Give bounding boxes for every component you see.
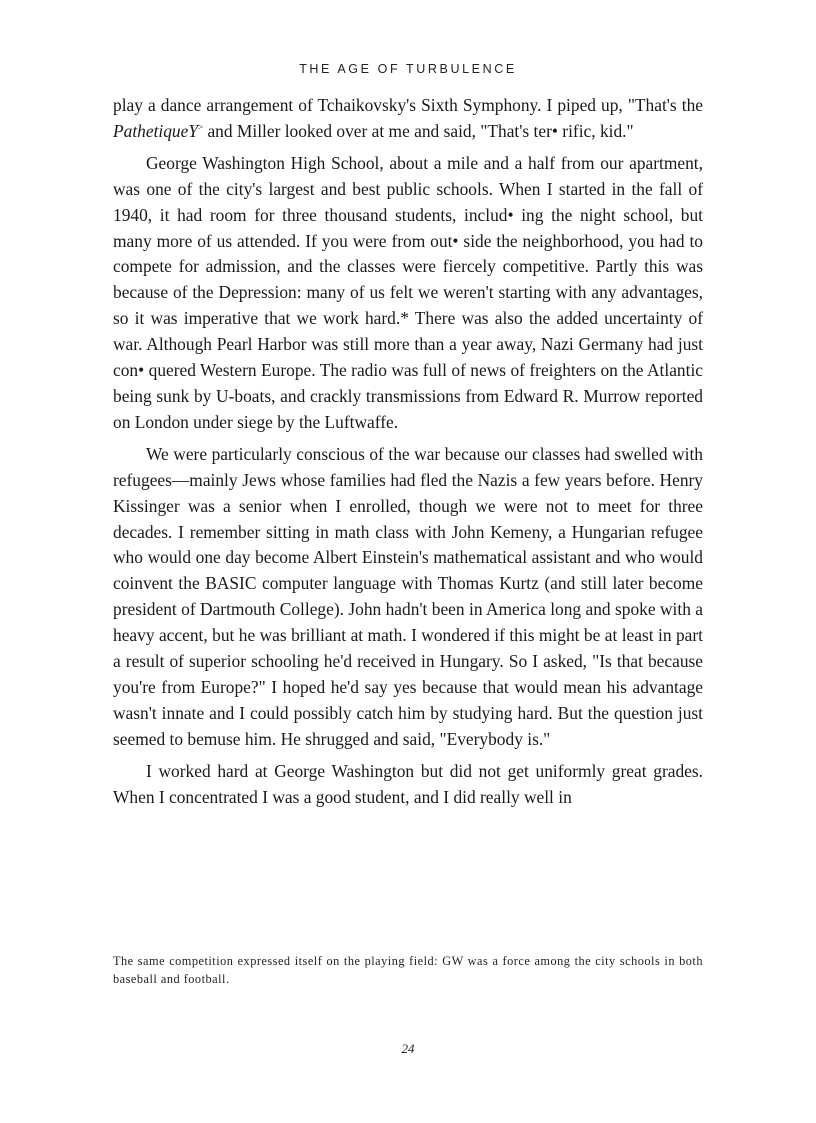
paragraph-3: We were particularly conscious of the war because our classes had swelled with refugees—mainly Jews whose families had fled the Nazis a few years before. Henry Kissinger was a senior when I enrolled, though we were not to meet for three decades. I remember sitting in math class with John Kemeny, a Hungarian refugee who would one day become Albert Einstein's mathematical assistant and who would coinvent the BASIC computer language with Thomas Kurtz (and still later become president of Dartmouth College). John hadn't been in America long and spoke with a heavy accent, but he was brilliant at math. I wondered if this might be at least in part a result of superior schooling he'd received in Hungary. So I asked, "Is that because you're from Europe?" I hoped he'd say yes because that would mean his advantage wasn't innate and I could possibly catch him by studying hard. But the question just seemed to bemuse him. He shrugged and said, "Everybody is.": [113, 443, 703, 749]
body-text: [113, 93, 703, 810]
paragraph-2: George Washington High School, about a mile and a half from our apartment, was one of the city's largest and best public schools. When I started in the fall of 1940, it had room for three thousand students, includ• ing the night school, but many more of us attended. If you were from out• side the neighborhood, you had to compete for admission, and the classes were fiercely competitive. Partly this was because of the Depression: many of us felt we weren't starting with any advantages, so it was imperative that we work hard.* There was also the added uncertainty of war. Although Pearl Harbor was still more than a year away, Nazi Germany had just con• quered Western Europe. The radio was full of news of freighters on the Atlantic being sunk by U-boats, and crackly transmissions from Edward R. Murrow reported on London under siege by the Luftwaffe.: [113, 152, 703, 432]
page-number: 24: [401, 1041, 415, 1056]
paragraph-1-end: and Miller looked over at me and said, "That's ter• rific, kid.": [203, 120, 634, 141]
running-head: THE AGE OF TURBULENCE: [299, 62, 517, 76]
footnote-marker: >: [198, 121, 204, 132]
paragraph-4: I worked hard at George Washington but did not get uniformly great grades. When I concentrated I was a good student, and I did really well in: [113, 760, 703, 807]
footnote: The same competition expressed itself on the playing field: GW was a force among the city schools in both baseball and football.: [113, 954, 703, 987]
paragraph-1-start: play a dance arrangement of Tchaikovsky's Sixth Symphony. I piped up, "That's the: [113, 95, 703, 115]
paragraph-1: [113, 93, 703, 145]
italic-title: PathetiqueY: [113, 120, 199, 141]
